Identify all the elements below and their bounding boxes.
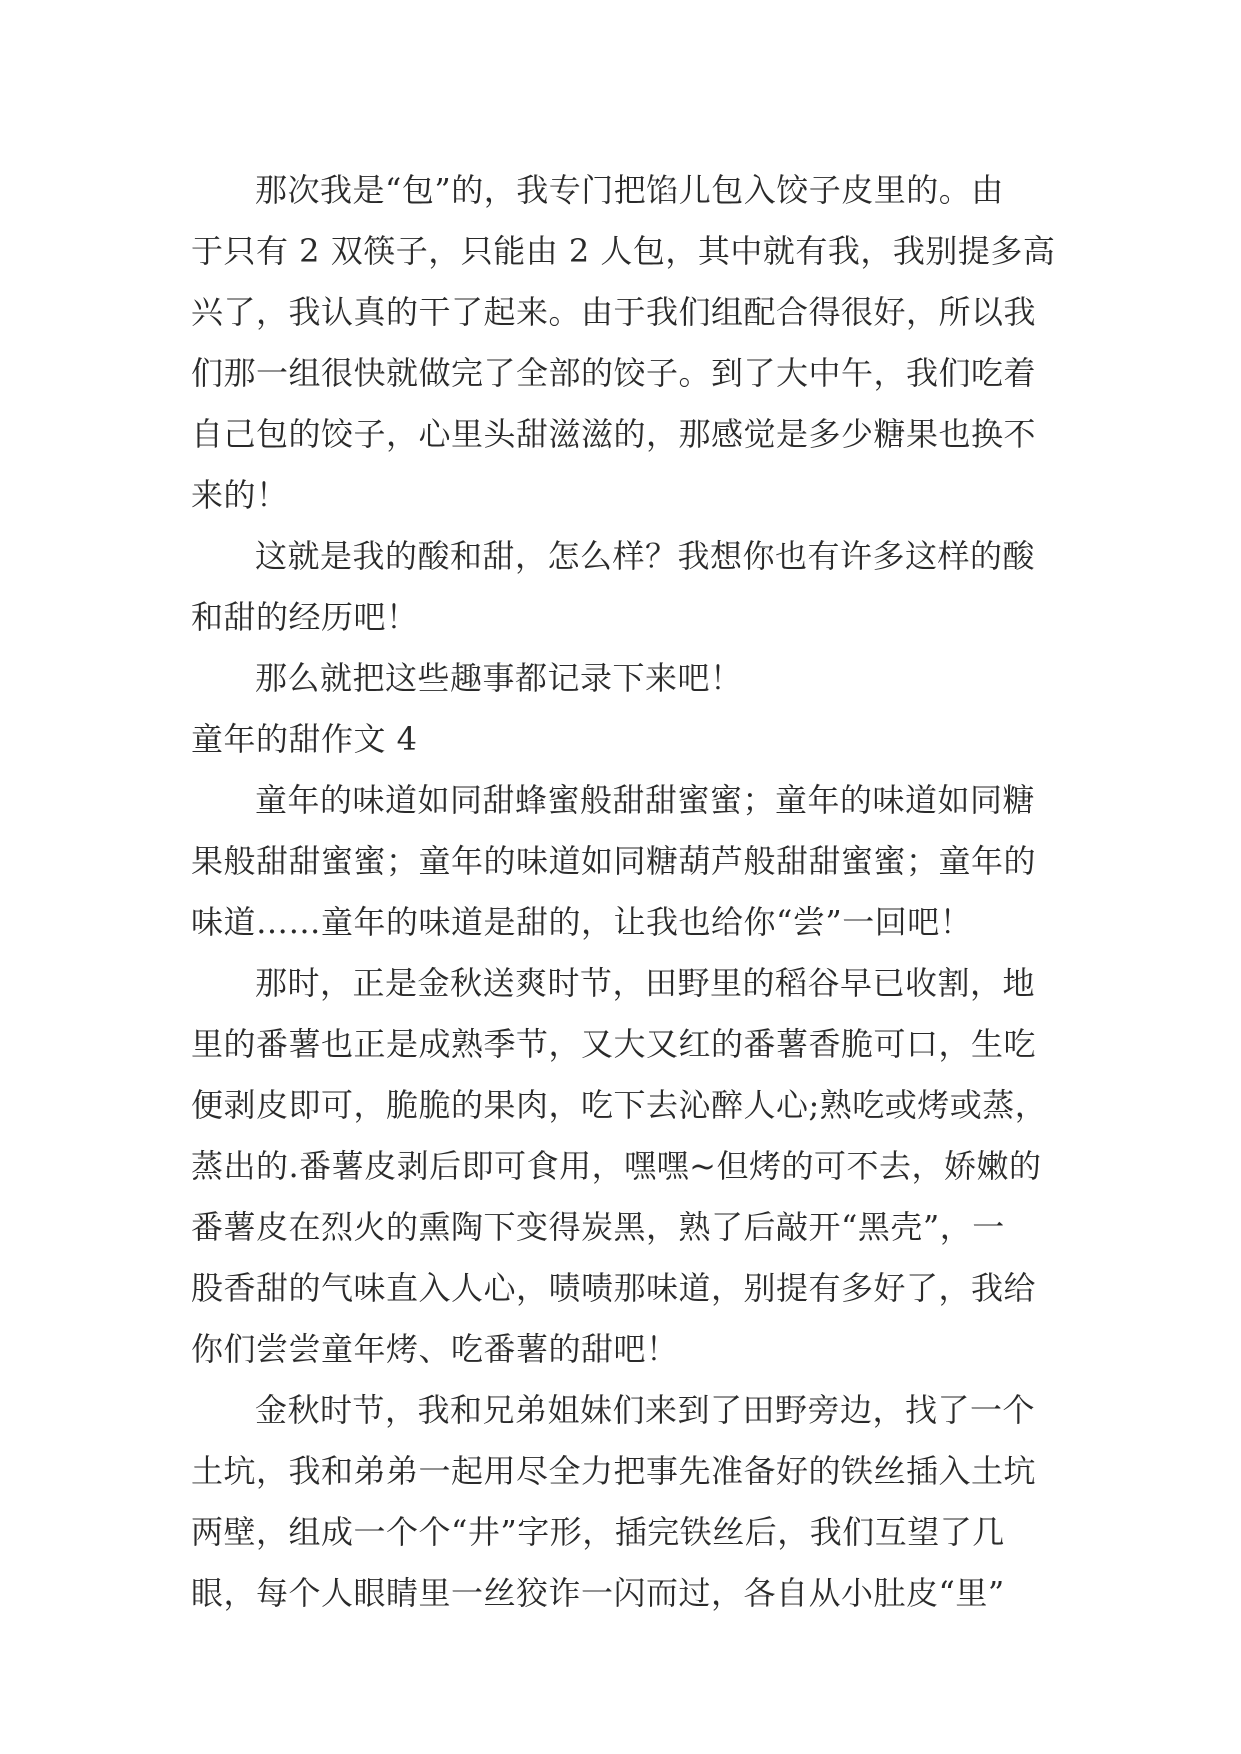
text-line: 番薯皮在烈火的熏陶下变得炭黑，熟了后敲开“黑壳”，一 <box>191 1208 1005 1246</box>
text-line: 于只有 2 双筷子，只能由 2 人包，其中就有我，我别提多高 <box>191 232 1056 270</box>
text-line: 那么就把这些趣事都记录下来吧！ <box>255 659 743 697</box>
text-line: 们那一组很快就做完了全部的饺子。到了大中午，我们吃着 <box>191 354 1037 392</box>
text-line: 两壁，组成一个个“井”字形，插完铁丝后，我们互望了几 <box>191 1513 1005 1551</box>
text-line: 里的番薯也正是成熟季节，又大又红的番薯香脆可口，生吃 <box>191 1025 1037 1063</box>
text-line: 那次我是“包”的，我专门把馅儿包入饺子皮里的。由 <box>255 171 1004 209</box>
text-line: 味道……童年的味道是甜的，让我也给你“尝”一回吧！ <box>191 903 973 941</box>
text-line: 眼，每个人眼睛里一丝狡诈一闪而过，各自从小肚皮“里” <box>191 1574 1005 1612</box>
text-line: 那时，正是金秋送爽时节，田野里的稻谷早已收割，地 <box>255 964 1036 1002</box>
text-line: 果般甜甜蜜蜜；童年的味道如同糖葫芦般甜甜蜜蜜；童年的 <box>191 842 1037 880</box>
text-line: 兴了，我认真的干了起来。由于我们组配合得很好，所以我 <box>191 293 1037 331</box>
document-body <box>191 160 1061 1624</box>
text-line: 来的！ <box>191 476 289 514</box>
text-line: 这就是我的酸和甜，怎么样？我想你也有许多这样的酸 <box>255 537 1036 575</box>
text-line: 金秋时节，我和兄弟姐妹们来到了田野旁边，找了一个 <box>255 1391 1036 1429</box>
text-line: 土坑，我和弟弟一起用尽全力把事先准备好的铁丝插入土坑 <box>191 1452 1037 1490</box>
text-line: 自己包的饺子，心里头甜滋滋的，那感觉是多少糖果也换不 <box>191 415 1037 453</box>
text-line: 便剥皮即可，脆脆的果肉，吃下去沁醉人心;熟吃或烤或蒸， <box>191 1086 1048 1124</box>
text-line: 你们尝尝童年烤、吃番薯的甜吧！ <box>191 1330 679 1368</box>
text-line: 股香甜的气味直入人心，啧啧那味道，别提有多好了，我给 <box>191 1269 1037 1307</box>
section-heading: 童年的甜作文 4 <box>191 720 418 758</box>
text-line: 和甜的经历吧！ <box>191 598 419 636</box>
text-line: 蒸出的.番薯皮剥后即可食用，嘿嘿~但烤的可不去，娇嫩的 <box>191 1147 1042 1185</box>
text-line: 童年的味道如同甜蜂蜜般甜甜蜜蜜；童年的味道如同糖 <box>255 781 1036 819</box>
